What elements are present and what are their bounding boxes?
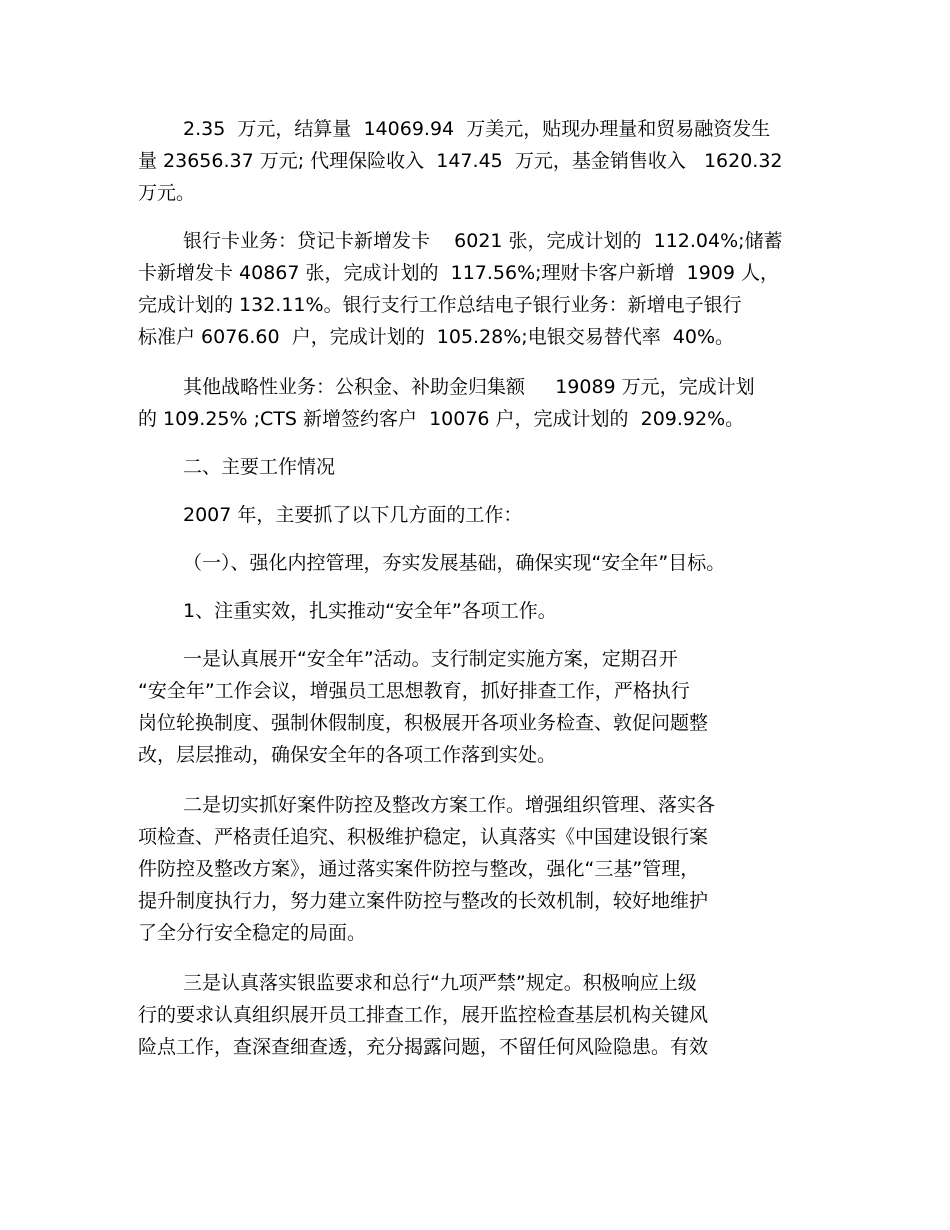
text-line: 完成计划的 132.11%。银行支行工作总结电子银行业务：新增电子银行 bbox=[138, 294, 742, 316]
text-line: 岗位轮换制度、强制休假制度，积极展开各项业务检查、敦促问题整 bbox=[138, 712, 709, 734]
text-line: “安全年”工作会议，增强员工思想教育，抓好排查工作，严格执行 bbox=[138, 680, 690, 702]
text-line: 项检查、严格责任追究、积极维护稳定，认真落实《中国建设银行案 bbox=[138, 826, 709, 848]
text-line: 银行卡业务：贷记卡新增发卡 6021 张，完成计划的 112.04%;储蓄 bbox=[183, 230, 783, 252]
text-line: 件防控及整改方案》，通过落实案件防控与整改，强化“三基”管理， bbox=[138, 858, 700, 880]
text-line: 2.35 万元，结算量 14069.94 万美元，贴现办理量和贸易融资发生 bbox=[183, 118, 771, 140]
text-line: 一是认真展开“安全年”活动。支行制定实施方案，定期召开 bbox=[183, 648, 678, 670]
text-line: 其他战略性业务：公积金、补助金归集额 19089 万元，完成计划 bbox=[183, 376, 755, 398]
text-line: 标准户 6076.60 户，完成计划的 105.28%;电银交易替代率 40%。 bbox=[138, 326, 735, 348]
subheading: 1、注重实效，扎实推动“安全年”各项工作。 bbox=[183, 600, 557, 622]
text-line: 险点工作，查深查细查透，充分揭露问题，不留任何风险隐患。有效 bbox=[138, 1036, 709, 1058]
text-line: 二是切实抓好案件防控及整改方案工作。增强组织管理、落实各 bbox=[183, 794, 716, 816]
subheading: （一）、强化内控管理，夯实发展基础，确保实现“安全年”目标。 bbox=[183, 552, 726, 574]
text-line: 2007 年，主要抓了以下几方面的工作： bbox=[183, 504, 523, 526]
section-heading: 二、主要工作情况 bbox=[183, 456, 336, 478]
text-line: 的 109.25% ;CTS 新增签约客户 10076 户，完成计划的 209.92%。 bbox=[138, 408, 745, 430]
text-line: 万元。 bbox=[138, 182, 196, 204]
text-line: 了全分行安全稳定的局面。 bbox=[138, 922, 367, 944]
text-line: 行的要求认真组织展开员工排查工作，展开监控检查基层机构关键风 bbox=[138, 1004, 709, 1026]
text-line: 卡新增发卡 40867 张，完成计划的 117.56%;理财卡客户新增 1909 人， bbox=[138, 262, 780, 284]
text-line: 提升制度执行力，努力建立案件防控与整改的长效机制，较好地维护 bbox=[138, 890, 709, 912]
text-line: 量 23656.37 万元; 代理保险收入 147.45 万元，基金销售收入 1620.32 bbox=[138, 150, 783, 172]
text-line: 改，层层推动，确保安全年的各项工作落到实处。 bbox=[138, 744, 557, 766]
text-line: 三是认真落实银监要求和总行“九项严禁”规定。积极响应上级 bbox=[183, 972, 697, 994]
